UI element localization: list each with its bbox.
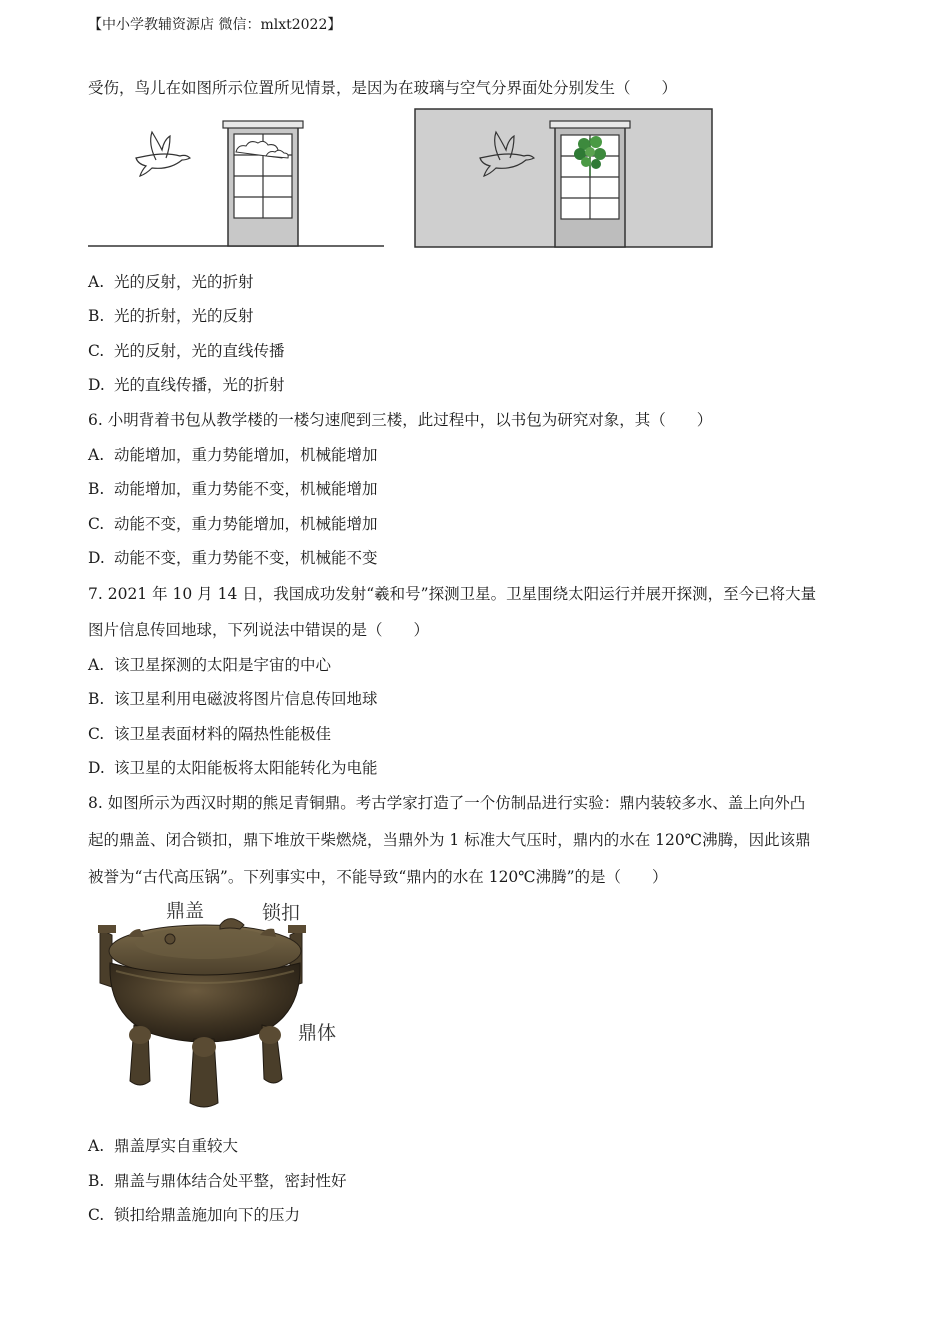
- q8-stem-line3: 被誉为“古代高压锅”。下列事实中，不能导致“鼎内的水在 120℃沸腾”的是（ ）: [88, 868, 668, 886]
- q6-option-c: C. 动能不变，重力势能增加，机械能增加: [88, 515, 378, 533]
- q5-option-b: B. 光的折射，光的反射: [88, 307, 254, 325]
- q8-stem-line1: 8. 如图所示为西汉时期的熊足青铜鼎。考古学家打造了一个仿制品进行实验：鼎内装较多水、盖上向外凸: [88, 794, 806, 812]
- q5-option-d: D. 光的直线传播，光的折射: [88, 376, 285, 394]
- q8-stem-line2: 起的鼎盖、闭合锁扣，鼎下堆放干柴燃烧，当鼎外为 1 标准大气压时，鼎内的水在 120℃沸腾，因此该鼎: [88, 831, 811, 849]
- q6-option-b: B. 动能增加，重力势能不变，机械能增加: [88, 480, 378, 498]
- q7-option-a: A. 该卫星探测的太阳是宇宙的中心: [88, 656, 332, 674]
- q6-option-a: A. 动能增加，重力势能增加，机械能增加: [88, 446, 378, 464]
- q8-option-c: C. 锁扣给鼎盖施加向下的压力: [88, 1206, 301, 1224]
- q6-stem: 6. 小明背着书包从教学楼的一楼匀速爬到三楼，此过程中，以书包为研究对象，其（ ）: [88, 411, 713, 429]
- q8-figure-ding: [90, 895, 360, 1115]
- q7-stem-line1: 7. 2021 年 10 月 14 日，我国成功发射“羲和号”探测卫星。卫星围绕太阳运行并展开探测，至今已将大量: [88, 585, 817, 603]
- bird-icon: [136, 132, 190, 176]
- q5-option-a: A. 光的反射，光的折射: [88, 273, 254, 291]
- q5-figure-right: [414, 108, 714, 250]
- q7-option-b: B. 该卫星利用电磁波将图片信息传回地球: [88, 690, 378, 708]
- q8-option-a: A. 鼎盖厚实自重较大: [88, 1137, 239, 1155]
- page-header: 【中小学教辅资源店 微信：mlxt2022】: [88, 17, 342, 33]
- q5-figure-left: [86, 118, 386, 250]
- q8-option-b: B. 鼎盖与鼎体结合处平整，密封性好: [88, 1172, 347, 1190]
- q7-option-c: C. 该卫星表面材料的隔热性能极佳: [88, 725, 332, 743]
- label-body: 鼎体: [298, 1022, 337, 1044]
- q5-option-c: C. 光的反射，光的直线传播: [88, 342, 285, 360]
- q5-stem: 受伤，鸟儿在如图所示位置所见情景，是因为在玻璃与空气分界面处分别发生（ ）: [88, 79, 678, 97]
- label-lock: 锁扣: [262, 902, 301, 924]
- q7-option-d: D. 该卫星的太阳能板将太阳能转化为电能: [88, 759, 378, 777]
- label-lid: 鼎盖: [166, 900, 205, 922]
- q6-option-d: D. 动能不变，重力势能不变，机械能不变: [88, 549, 378, 567]
- q7-stem-line2: 图片信息传回地球，下列说法中错误的是（ ）: [88, 621, 430, 639]
